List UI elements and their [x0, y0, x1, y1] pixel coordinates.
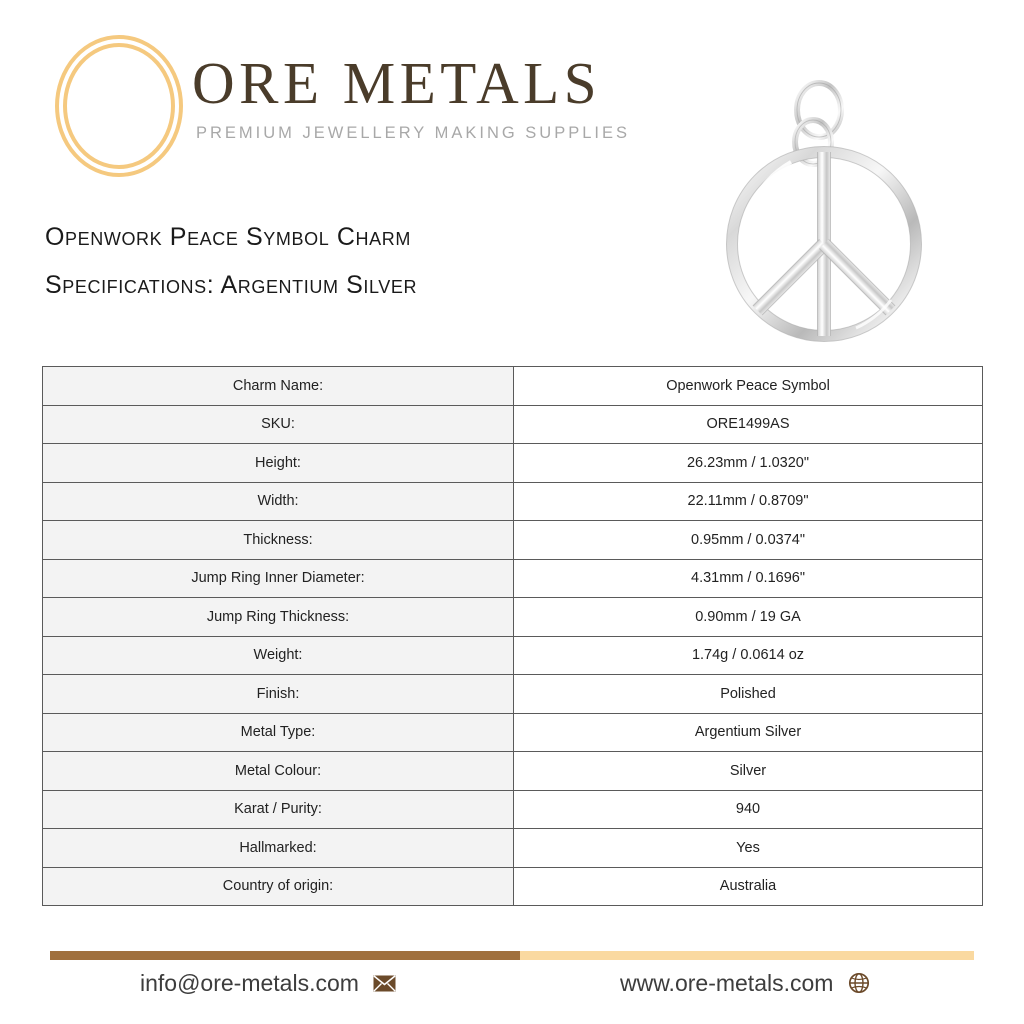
footer-email-item[interactable] — [140, 966, 397, 1000]
spec-label-cell: Jump Ring Thickness: — [43, 598, 514, 637]
spec-value-cell: Argentium Silver — [514, 713, 983, 752]
spec-label-cell: Height: — [43, 444, 514, 483]
spec-value-cell: Silver — [514, 752, 983, 791]
table-row — [43, 521, 983, 560]
table-row — [43, 482, 983, 521]
spec-value-cell: 22.11mm / 0.8709" — [514, 482, 983, 521]
logo-ring-icon — [52, 33, 186, 179]
page-title: Openwork Peace Symbol Charm — [45, 223, 411, 251]
footer-email-text[interactable]: info@ore-metals.com — [140, 970, 359, 996]
spec-value-cell: 940 — [514, 790, 983, 829]
table-row — [43, 405, 983, 444]
spec-label-cell: Metal Type: — [43, 713, 514, 752]
brand-text — [192, 33, 630, 143]
table-row — [43, 752, 983, 791]
spec-value-cell: 1.74g / 0.0614 oz — [514, 636, 983, 675]
footer-website-text[interactable]: www.ore-metals.com — [620, 970, 834, 996]
globe-icon — [847, 971, 871, 995]
footer-contact-items — [0, 966, 1024, 1006]
spec-value-cell: ORE1499AS — [514, 405, 983, 444]
spec-label-cell: Karat / Purity: — [43, 790, 514, 829]
table-row — [43, 867, 983, 906]
spec-label-cell: Hallmarked: — [43, 829, 514, 868]
table-row — [43, 636, 983, 675]
spec-value-cell: 0.95mm / 0.0374" — [514, 521, 983, 560]
table-row — [43, 444, 983, 483]
spec-value-cell: Australia — [514, 867, 983, 906]
brand-name: ORE METALS — [192, 50, 602, 116]
specifications-table-body — [43, 367, 983, 906]
table-row — [43, 367, 983, 406]
spec-label-cell: Country of origin: — [43, 867, 514, 906]
spec-value-cell: Polished — [514, 675, 983, 714]
table-row — [43, 829, 983, 868]
product-image-peace-symbol-charm — [706, 32, 956, 342]
table-row — [43, 559, 983, 598]
footer-website-item[interactable] — [620, 966, 871, 1000]
brand-tagline: PREMIUM JEWELLERY MAKING SUPPLIES — [196, 123, 630, 142]
table-row — [43, 675, 983, 714]
page-header — [0, 0, 1024, 200]
spec-value-cell: 0.90mm / 19 GA — [514, 598, 983, 637]
spec-label-cell: Weight: — [43, 636, 514, 675]
spec-value-cell: Yes — [514, 829, 983, 868]
footer-bar-right-segment — [520, 951, 974, 960]
title-block — [45, 224, 417, 299]
spec-label-cell: SKU: — [43, 405, 514, 444]
spec-value-cell: 26.23mm / 1.0320" — [514, 444, 983, 483]
spec-value-cell: 4.31mm / 0.1696" — [514, 559, 983, 598]
table-row — [43, 713, 983, 752]
page-subtitle: Specifications: Argentium Silver — [45, 271, 418, 300]
spec-label-cell: Jump Ring Inner Diameter: — [43, 559, 514, 598]
spec-value-cell: Openwork Peace Symbol — [514, 367, 983, 406]
footer-divider-bar — [50, 951, 974, 960]
spec-label-cell: Width: — [43, 482, 514, 521]
envelope-icon — [373, 971, 397, 995]
spec-label-cell: Charm Name: — [43, 367, 514, 406]
table-row — [43, 790, 983, 829]
page-footer — [0, 940, 1024, 1024]
spec-label-cell: Finish: — [43, 675, 514, 714]
spec-label-cell: Metal Colour: — [43, 752, 514, 791]
footer-bar-left-segment — [50, 951, 520, 960]
spec-label-cell: Thickness: — [43, 521, 514, 560]
specifications-table — [42, 366, 983, 906]
table-row — [43, 598, 983, 637]
brand-logo — [52, 33, 630, 179]
